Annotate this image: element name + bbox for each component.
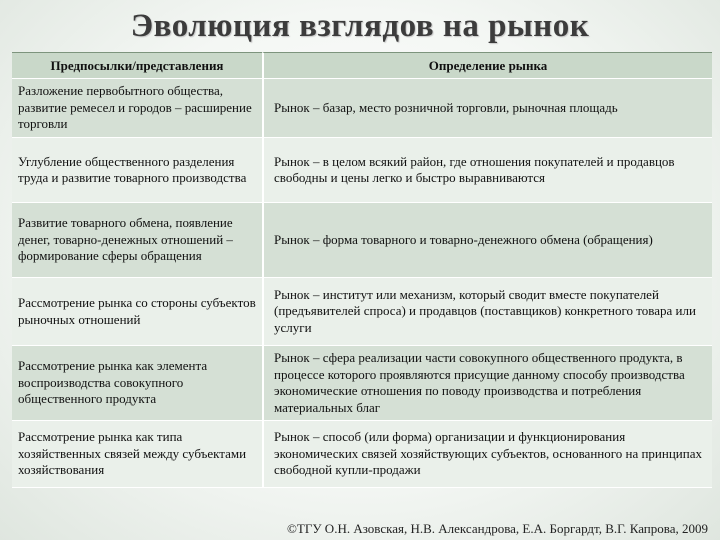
premise-cell: Рассмотрение рынка как типа хозяйственных связей между субъектами хозяйствования [12,421,262,488]
premise-cell: Развитие товарного обмена, появление денег, товарно-денежных отношений – формирование сферы обращения [12,203,262,278]
premise-cell: Рассмотрение рынка как элемента воспроизводства совокупного общественного продукта [12,346,262,421]
table-row [12,278,712,346]
definition-cell: Рынок – форма товарного и товарно-денежного обмена (обращения) [262,203,712,278]
premise-cell: Углубление общественного разделения труда и развитие товарного производства [12,138,262,203]
definition-cell: Рынок – сфера реализации части совокупного общественного продукта, в процессе которого проявляются присущие данному способу производства экономические отношения по поводу производства и потребления материальных благ [262,346,712,421]
definition-cell: Рынок – институт или механизм, который сводит вместе покупателей (предъявителей спроса) и продавцов (поставщиков) конкретного товара или услуги [262,278,712,346]
copyright-footer: ©ТГУ О.Н. Азовская, Н.В. Александрова, Е.А. Боргардт, В.Г. Капрова, 2009 [287,521,708,536]
definition-cell: Рынок – базар, место розничной торговли, рыночная площадь [262,79,712,138]
table-row [12,138,712,203]
table-row [12,203,712,278]
table-row [12,346,712,421]
definition-cell: Рынок – способ (или форма) организации и функционирования экономических связей хозяйствующих субъектов, основанного на принципах свободной купли-продажи [262,421,712,488]
market-evolution-table [12,52,712,488]
slide-title: Эволюция взглядов на рынок [130,8,590,44]
table-row [12,79,712,138]
premise-cell: Разложение первобытного общества, развитие ремесел и городов – расширение торговли [12,79,262,138]
header-premises: Предпосылки/представления [12,52,262,79]
table-row [12,421,712,488]
premise-cell: Рассмотрение рынка со стороны субъектов рыночных отношений [12,278,262,346]
table-header-row [12,52,712,79]
definition-cell: Рынок – в целом всякий район, где отношения покупателей и продавцов свободны и цены легко и быстро выравниваются [262,138,712,203]
header-market-definition: Определение рынка [262,52,712,79]
